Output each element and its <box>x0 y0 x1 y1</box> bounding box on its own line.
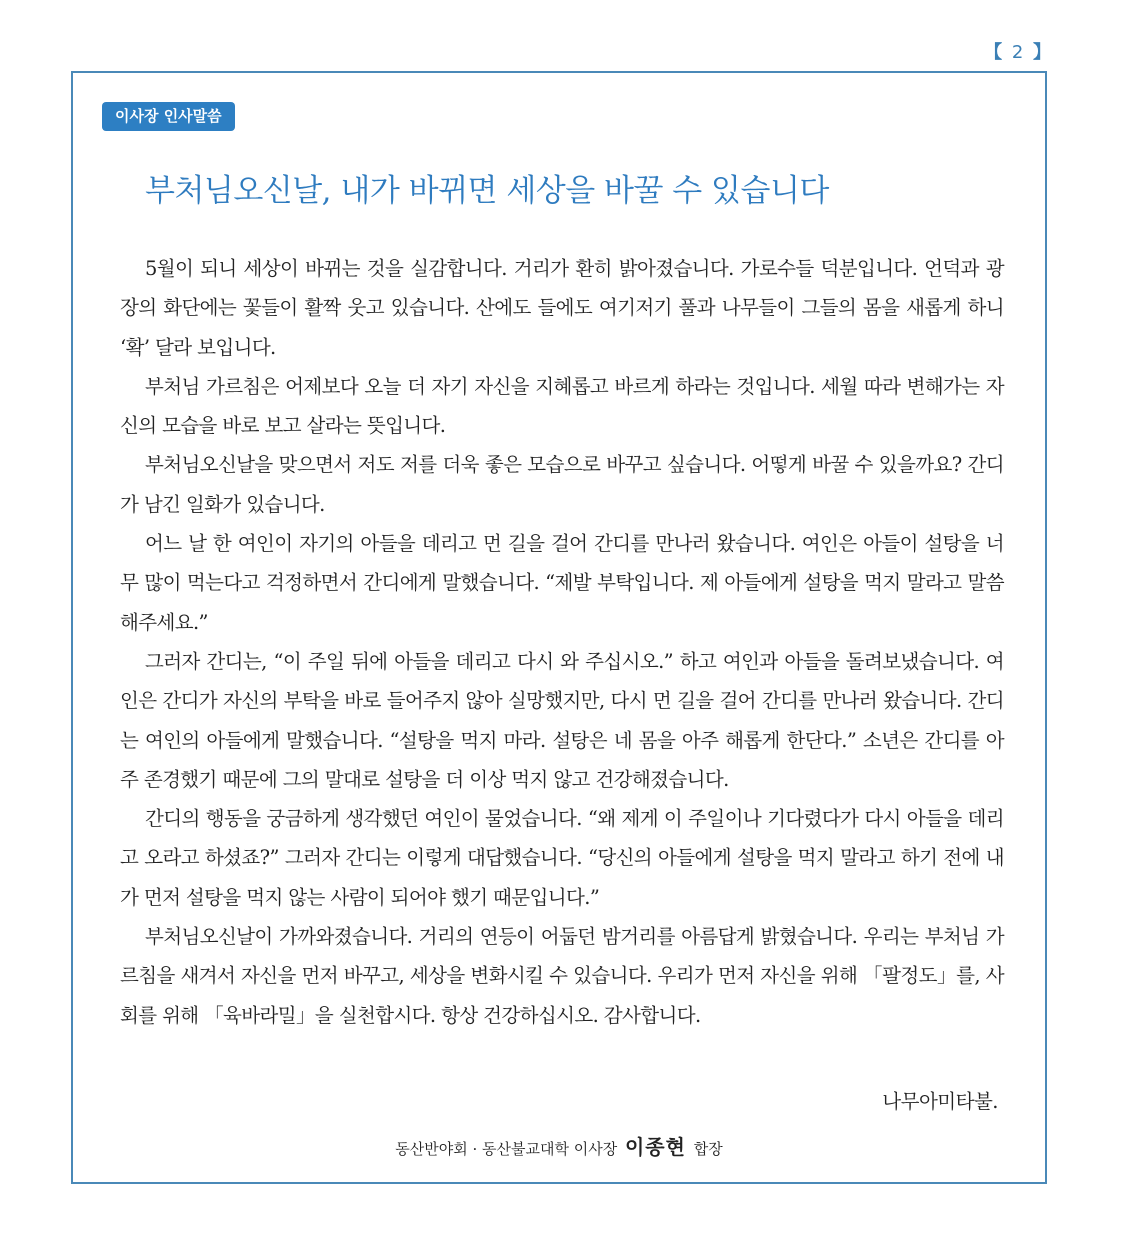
page-number-value: 2 <box>1011 42 1026 63</box>
paragraph: 부처님오신날이 가까와졌습니다. 거리의 연등이 어둡던 밤거리를 아름답게 밝혔습니다. 우리는 부처님 가르침을 새겨서 자신을 먼저 바꾸고, 세상을 변화시킬 수 있습니다. 우리가 먼저 자신을 위해 「팔정도」를, 사회를 위해 「육바라밀」을 실천합시다. 항상 건강하십시오. 감사합니다. <box>120 925 1004 1027</box>
paragraph: 5월이 되니 세상이 바뀌는 것을 실감합니다. 거리가 환히 밝아졌습니다. 가로수들 덕분입니다. 언덕과 광장의 화단에는 꽃들이 활짝 웃고 있습니다. 산에도 들에도 여기저기 풀과 나무들이 그들의 몸을 새롭게 하니 ‘확’ 달라 보입니다. <box>120 257 1004 359</box>
signature <box>73 1131 1045 1160</box>
paragraph: 그러자 간디는, “이 주일 뒤에 아들을 데리고 다시 와 주십시오.” 하고 여인과 아들을 돌려보냈습니다. 여인은 간디가 자신의 부탁을 바로 들어주지 않아 실망했지만, 다시 먼 길을 걸어 간디를 만나러 왔습니다. 간디는 여인의 아들에게 말했습니다. “설탕을 먹지 마라. 설탕은 네 몸을 아주 해롭게 한단다.” 소년은 간디를 아주 존경했기 때문에 그의 말대로 설탕을 더 이상 먹지 않고 건강해졌습니다. <box>120 649 1004 791</box>
section-badge: 이사장 인사말씀 <box>102 102 235 131</box>
closing-phrase: 나무아미타불. <box>882 1090 998 1113</box>
paragraph: 어느 날 한 여인이 자기의 아들을 데리고 먼 길을 걸어 간디를 만나러 왔습니다. 여인은 아들이 설탕을 너무 많이 먹는다고 걱정하면서 간디에게 말했습니다. “제발 부탁입니다. 제 아들에게 설탕을 먹지 말라고 말씀해주세요.” <box>120 532 1004 634</box>
content-frame <box>71 71 1047 1184</box>
article-title: 부처님오신날, 내가 바뀌면 세상을 바꿀 수 있습니다 <box>145 173 829 209</box>
signature-title: 동산반야회 · 동산불교대학 이사장 <box>395 1140 618 1158</box>
article-body <box>120 249 1004 1035</box>
paragraph: 간디의 행동을 궁금하게 생각했던 여인이 물었습니다. “왜 제게 이 주일이나 기다렸다가 다시 아들을 데리고 오라고 하셨죠?” 그러자 간디는 이렇게 대답했습니다. “당신의 아들에게 설탕을 먹지 말라고 하기 전에 내가 먼저 설탕을 먹지 않는 사람이 되어야 했기 때문입니다.” <box>120 807 1004 909</box>
page-number: 【 2 】 <box>984 42 1053 63</box>
signature-name: 이종현 <box>624 1135 686 1159</box>
paragraph: 부처님오신날을 맞으면서 저도 저를 더욱 좋은 모습으로 바꾸고 싶습니다. 어떻게 바꿀 수 있을까요? 간디가 남긴 일화가 있습니다. <box>120 453 1004 516</box>
paragraph: 부처님 가르침은 어제보다 오늘 더 자기 자신을 지혜롭고 바르게 하라는 것입니다. 세월 따라 변해가는 자신의 모습을 바로 보고 살라는 뜻입니다. <box>120 374 1004 438</box>
signature-suffix: 합장 <box>693 1140 723 1158</box>
